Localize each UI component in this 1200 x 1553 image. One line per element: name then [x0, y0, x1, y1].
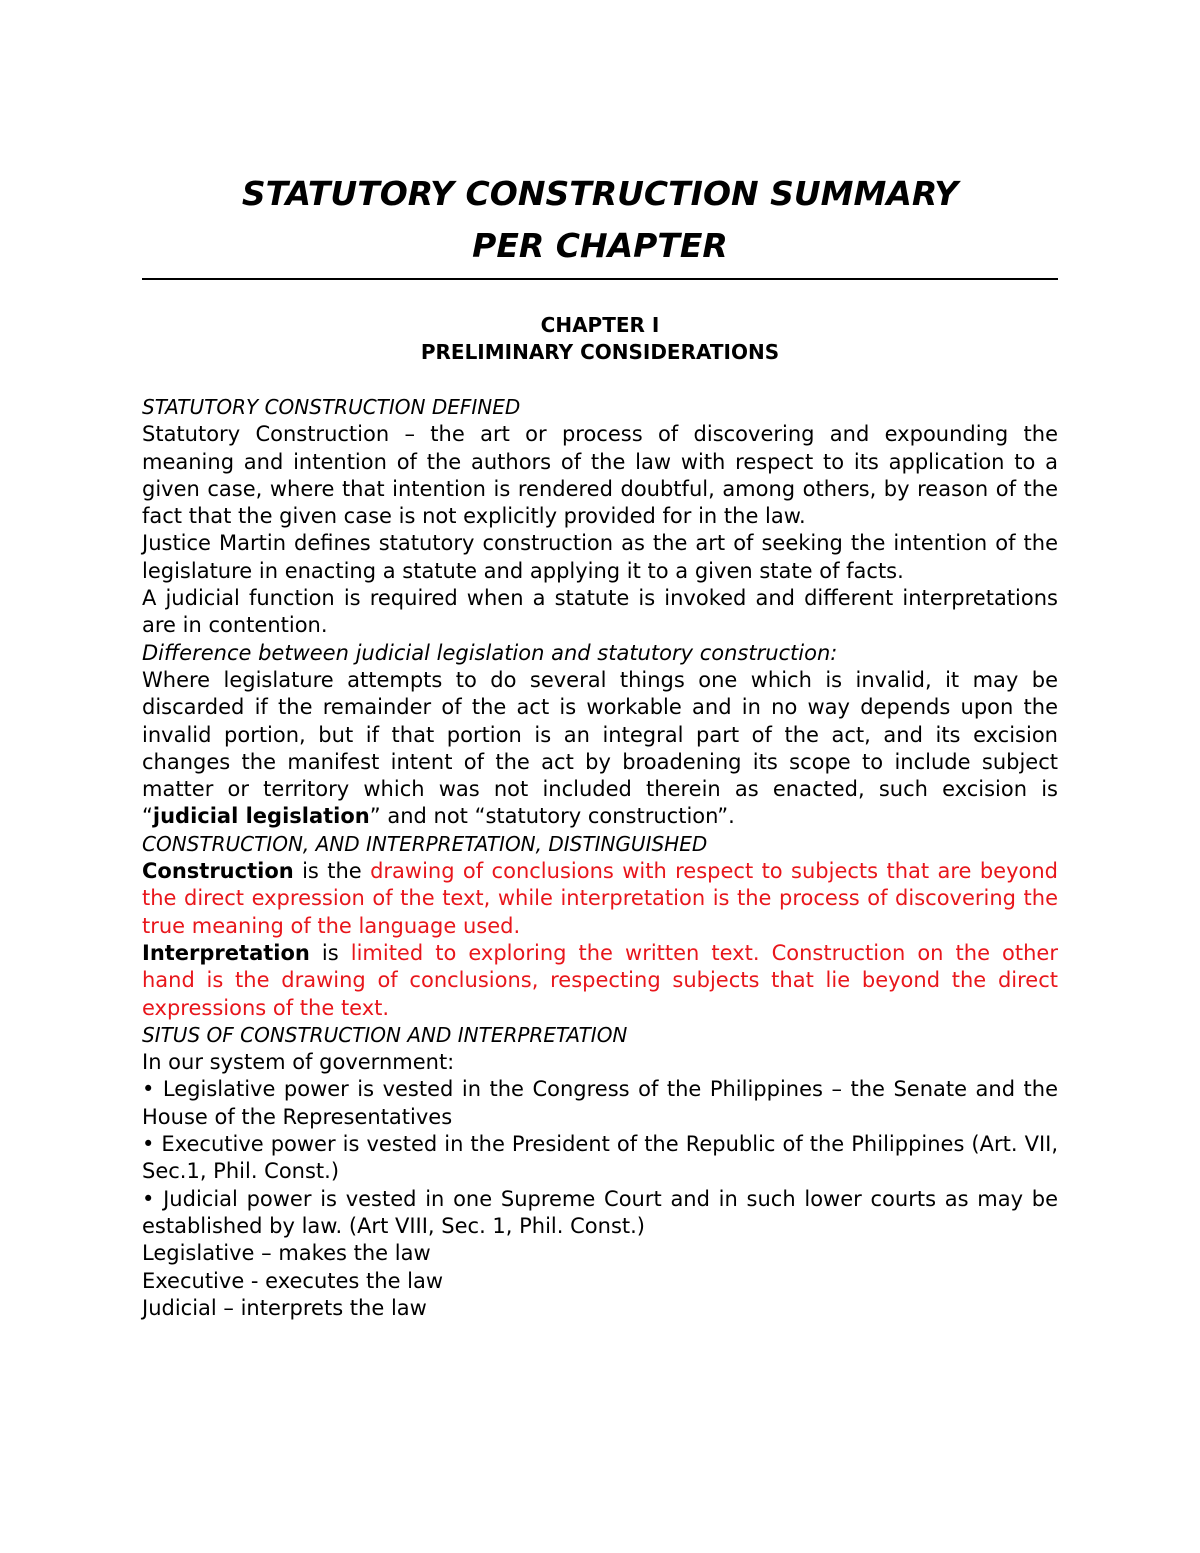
- section-heading-defined: STATUTORY CONSTRUCTION DEFINED: [142, 395, 521, 419]
- paragraph-justice-martin: Justice Martin defines statutory construction as the art of seeking the intention of the legislature in enacting a statute and applying it to a given state of facts.: [142, 531, 1058, 583]
- term-interpretation: Interpretation: [142, 940, 310, 965]
- highlight-construction-definition: drawing of conclusions with respect to subjects that are beyond the direct expression of the text, while interpretation is the process of discovering the true meaning of the language used.: [142, 859, 1058, 938]
- document-body: [142, 394, 1058, 1322]
- paragraph-judicial-legislation: [142, 667, 1058, 831]
- chapter-heading: [142, 312, 1058, 366]
- subheading-difference: Difference between judicial legislation and statutory construction:: [142, 640, 838, 665]
- document-page: [142, 168, 1058, 1322]
- paragraph-text-part: Where legislature attempts to do several things one which is invalid, it may be discarded if the remainder of the act is workable and in no way depends upon the invalid portion, but if that portion is an integral part of the act, and its excision changes the manifest intent of the act by broadening its scope to include subject matter or territory which was not included therein as enacted, such excision is “: [142, 667, 1058, 829]
- chapter-number: CHAPTER I: [540, 313, 660, 337]
- connector-text: is: [309, 940, 351, 965]
- title-line-1: STATUTORY CONSTRUCTION SUMMARY: [241, 174, 959, 213]
- paragraph-judicial-function: A judicial function is required when a statute is invoked and different interpretations are in contention.: [142, 586, 1058, 638]
- role-line-legislative: Legislative – makes the law: [142, 1241, 431, 1266]
- bullet-item-judicial: • Judicial power is vested in one Supreme Court and in such lower courts as may be established by law. (Art VIII, Sec. 1, Phil. Const.): [142, 1186, 1058, 1241]
- document-title: [142, 168, 1058, 280]
- role-line-judicial: Judicial – interprets the law: [142, 1295, 427, 1320]
- paragraph-construction: [142, 858, 1058, 940]
- paragraph-interpretation: [142, 940, 1058, 1022]
- title-line-2: PER CHAPTER: [472, 226, 728, 265]
- chapter-title: PRELIMINARY CONSIDERATIONS: [420, 340, 780, 364]
- bold-term-judicial-legislation: judicial legislation: [152, 804, 370, 829]
- paragraph-text-part: ” and not “statutory construction”.: [369, 804, 735, 829]
- paragraph-definition: Statutory Construction – the art or process of discovering and expounding the meaning and intention of the authors of the law with respect to its application to a given case, where that intention is rendered doubtful, among others, by reason of the fact that the given case is not explicitly provided for in the law.: [142, 422, 1058, 529]
- section-heading-situs: SITUS OF CONSTRUCTION AND INTERPRETATION: [142, 1022, 628, 1047]
- term-construction: Construction: [142, 859, 294, 884]
- section-heading-distinguished: CONSTRUCTION, AND INTERPRETATION, DISTINGUISHED: [142, 831, 708, 856]
- role-line-executive: Executive - executes the law: [142, 1268, 444, 1293]
- highlight-interpretation-definition: limited to exploring the written text. Construction on the other hand is the drawing of conclusions, respecting subjects that lie beyond the direct expressions of the text.: [142, 940, 1058, 1020]
- bullet-item-legislative: • Legislative power is vested in the Congress of the Philippines – the Senate and the House of the Representatives: [142, 1076, 1058, 1131]
- bullet-item-executive: • Executive power is vested in the President of the Republic of the Philippines (Art. VII, Sec.1, Phil. Const.): [142, 1131, 1058, 1186]
- paragraph-situs-intro: In our system of government:: [142, 1050, 455, 1075]
- connector-text: is the: [293, 859, 371, 884]
